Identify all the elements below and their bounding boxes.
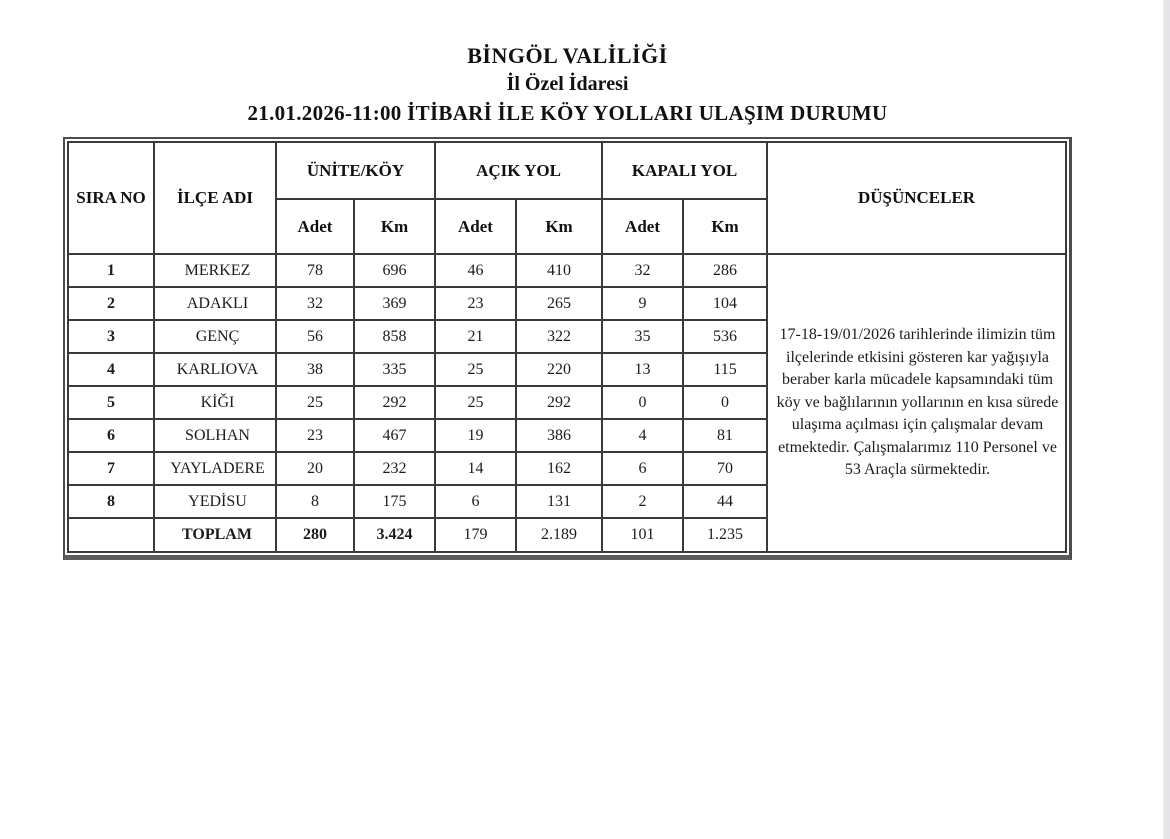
- unite-adet: 8: [276, 485, 354, 518]
- unite-adet: 20: [276, 452, 354, 485]
- kapali-adet: 2: [602, 485, 683, 518]
- acik-km: 410: [516, 254, 602, 287]
- department-subtitle: İl Özel İdaresi: [506, 73, 629, 95]
- acik-adet: 25: [435, 353, 516, 386]
- col-header-ilce-adi: İLÇE ADI: [154, 142, 276, 254]
- acik-adet: 14: [435, 452, 516, 485]
- row-number: 2: [68, 287, 154, 320]
- row-number: 6: [68, 419, 154, 452]
- kapali-km: 44: [683, 485, 767, 518]
- acik-adet: 23: [435, 287, 516, 320]
- unite-adet: 38: [276, 353, 354, 386]
- total-empty-cell: [68, 518, 154, 552]
- table-row: [68, 254, 1066, 287]
- unite-km: 467: [354, 419, 435, 452]
- col-group-kapali-yol: KAPALI YOL: [602, 142, 767, 199]
- unite-adet: 78: [276, 254, 354, 287]
- acik-km: 131: [516, 485, 602, 518]
- col-group-acik-yol: AÇIK YOL: [435, 142, 602, 199]
- acik-adet: 21: [435, 320, 516, 353]
- unite-km: 335: [354, 353, 435, 386]
- acik-km: 162: [516, 452, 602, 485]
- unite-km: 232: [354, 452, 435, 485]
- row-number: 3: [68, 320, 154, 353]
- kapali-adet: 6: [602, 452, 683, 485]
- acik-km: 386: [516, 419, 602, 452]
- row-number: 8: [68, 485, 154, 518]
- total-kapali-km: 1.235: [683, 518, 767, 552]
- acik-km: 292: [516, 386, 602, 419]
- kapali-km: 115: [683, 353, 767, 386]
- district-name: KARLIOVA: [154, 353, 276, 386]
- col-header-acik-km: Km: [516, 199, 602, 254]
- unite-adet: 32: [276, 287, 354, 320]
- total-label: TOPLAM: [154, 518, 276, 552]
- col-header-unite-adet: Adet: [276, 199, 354, 254]
- acik-km: 265: [516, 287, 602, 320]
- kapali-km: 286: [683, 254, 767, 287]
- kapali-km: 536: [683, 320, 767, 353]
- col-header-dusunceler: DÜŞÜNCELER: [767, 142, 1066, 254]
- district-name: GENÇ: [154, 320, 276, 353]
- kapali-adet: 35: [602, 320, 683, 353]
- document-header: [63, 42, 1072, 129]
- col-header-kapali-km: Km: [683, 199, 767, 254]
- row-number: 5: [68, 386, 154, 419]
- unite-km: 858: [354, 320, 435, 353]
- total-acik-km: 2.189: [516, 518, 602, 552]
- kapali-adet: 32: [602, 254, 683, 287]
- unite-km: 175: [354, 485, 435, 518]
- authority-title: BİNGÖL VALİLİĞİ: [467, 43, 668, 68]
- acik-adet: 6: [435, 485, 516, 518]
- col-group-unite-koy: ÜNİTE/KÖY: [276, 142, 435, 199]
- kapali-adet: 13: [602, 353, 683, 386]
- unite-km: 292: [354, 386, 435, 419]
- acik-km: 322: [516, 320, 602, 353]
- kapali-adet: 0: [602, 386, 683, 419]
- roads-status-table-frame: [63, 137, 1072, 560]
- acik-adet: 46: [435, 254, 516, 287]
- row-number: 4: [68, 353, 154, 386]
- right-edge-strip: [1163, 0, 1170, 839]
- roads-status-table: [67, 141, 1067, 553]
- acik-adet: 25: [435, 386, 516, 419]
- unite-adet: 23: [276, 419, 354, 452]
- col-header-kapali-adet: Adet: [602, 199, 683, 254]
- district-name: ADAKLI: [154, 287, 276, 320]
- row-number: 1: [68, 254, 154, 287]
- total-unite-adet: 280: [276, 518, 354, 552]
- remarks-text: 17-18-19/01/2026 tarihlerinde ilimizin tüm ilçelerinde etkisini gösteren kar yağışıyla beraber karla mücadele kapsamındaki tüm köy ve bağlılarının yollarının en kısa sürede ulaşıma açılması için çalışmalar devam etmektedir. Çalışmalarımız 110 Personel ve 53 Araçla sürmektedir.: [767, 254, 1066, 552]
- district-name: YEDİSU: [154, 485, 276, 518]
- district-name: SOLHAN: [154, 419, 276, 452]
- unite-km: 696: [354, 254, 435, 287]
- unite-km: 369: [354, 287, 435, 320]
- total-kapali-adet: 101: [602, 518, 683, 552]
- report-title: 21.01.2026-11:00 İTİBARİ İLE KÖY YOLLARI ULAŞIM DURUMU: [247, 101, 888, 125]
- unite-adet: 56: [276, 320, 354, 353]
- col-header-unite-km: Km: [354, 199, 435, 254]
- col-header-sira-no: SIRA NO: [68, 142, 154, 254]
- acik-km: 220: [516, 353, 602, 386]
- district-name: MERKEZ: [154, 254, 276, 287]
- kapali-km: 104: [683, 287, 767, 320]
- unite-adet: 25: [276, 386, 354, 419]
- acik-adet: 19: [435, 419, 516, 452]
- row-number: 7: [68, 452, 154, 485]
- district-name: YAYLADERE: [154, 452, 276, 485]
- col-header-acik-adet: Adet: [435, 199, 516, 254]
- kapali-km: 81: [683, 419, 767, 452]
- kapali-adet: 9: [602, 287, 683, 320]
- total-acik-adet: 179: [435, 518, 516, 552]
- kapali-adet: 4: [602, 419, 683, 452]
- district-name: KİĞI: [154, 386, 276, 419]
- kapali-km: 0: [683, 386, 767, 419]
- total-unite-km: 3.424: [354, 518, 435, 552]
- kapali-km: 70: [683, 452, 767, 485]
